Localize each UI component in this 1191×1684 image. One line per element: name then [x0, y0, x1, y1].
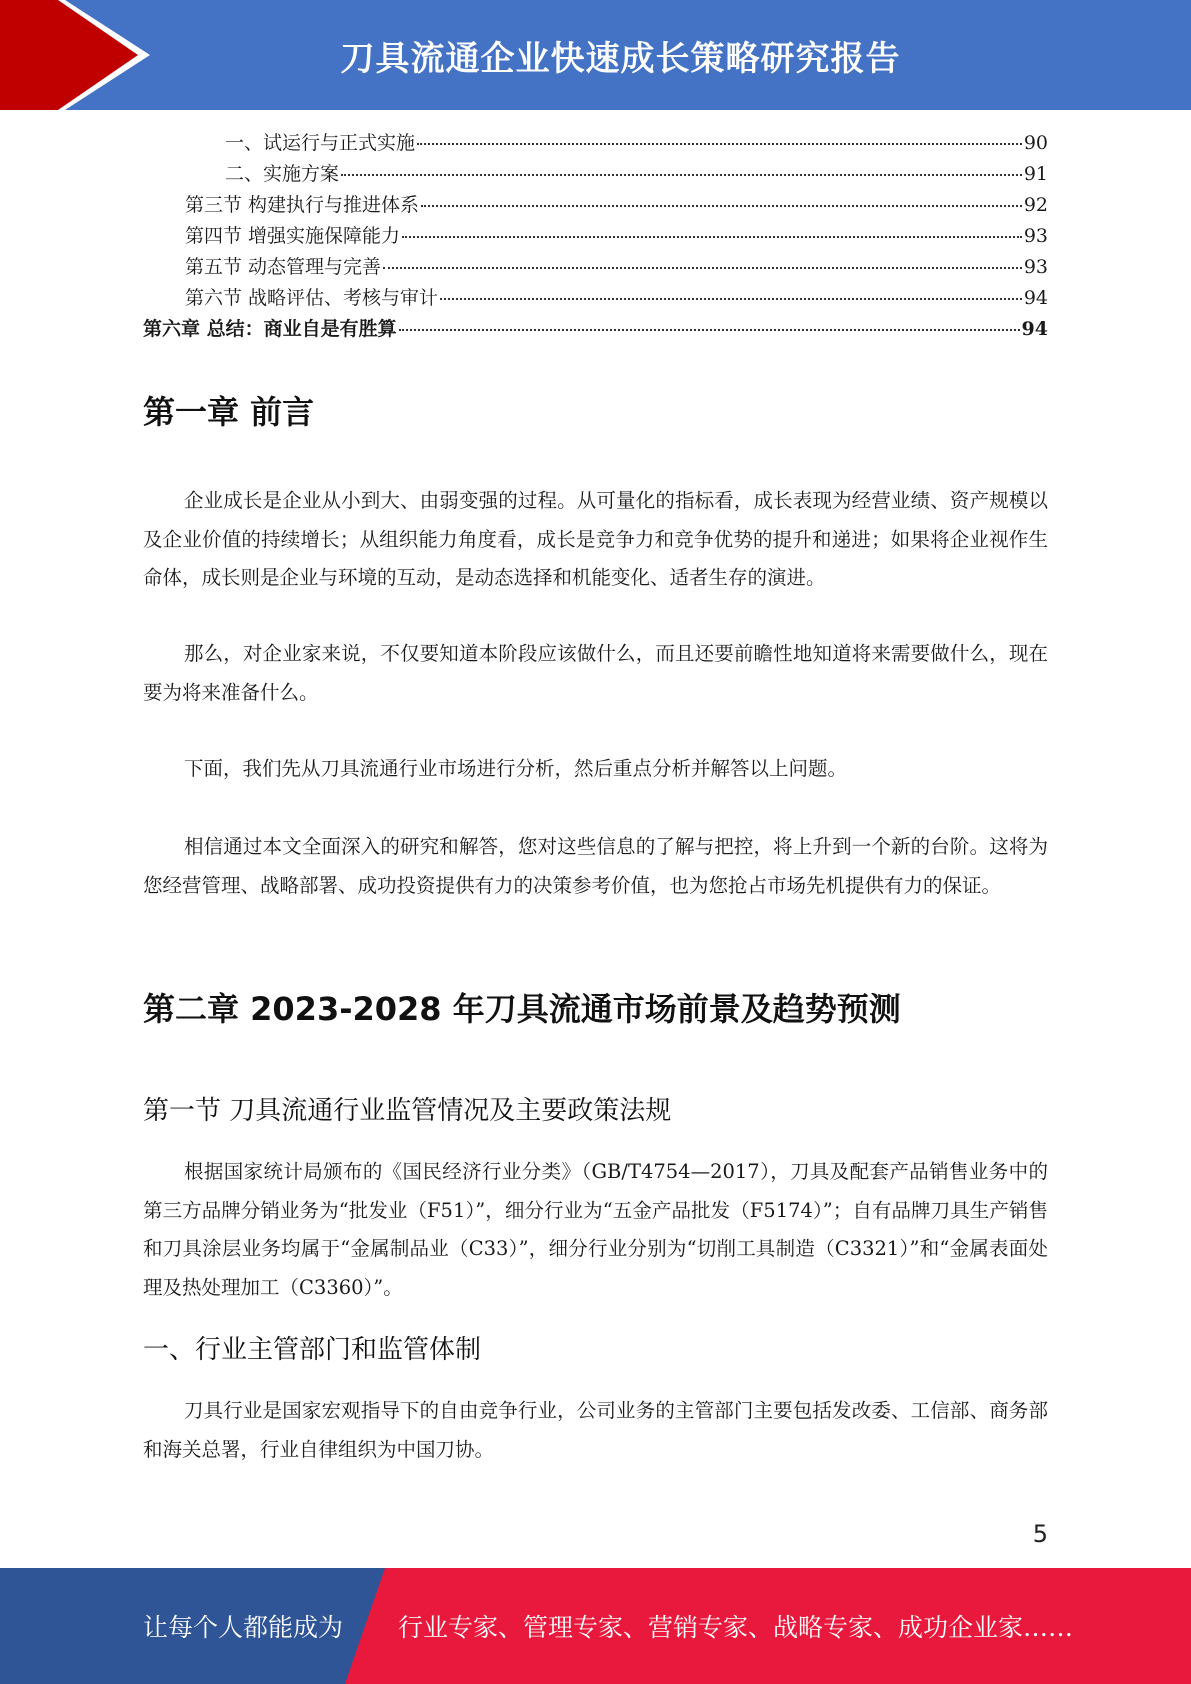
toc-leader-dots — [417, 143, 1022, 145]
toc-entry[interactable] — [143, 221, 1048, 252]
subsection-heading: 一、行业主管部门和监管体制 — [143, 1335, 482, 1365]
report-title: 刀具流通企业快速成长策略研究报告 — [340, 38, 901, 79]
chapter1-paragraph: 相信通过本文全面深入的研究和解答，您对这些信息的了解与把控，将上升到一个新的台阶。这将为您经营管理、战略部署、成功投资提供有力的决策参考价值，也为您抢占市场先机提供有力的保证。 — [143, 835, 1048, 897]
chapter1-paragraph: 企业成长是企业从小到大、由弱变强的过程。从可量化的指标看，成长表现为经营业绩、资产规模以及企业价值的持续增长；从组织能力角度看，成长是竞争力和竞争优势的提升和递进；如果将企业视作生命体，成长则是企业与环境的互动，是动态选择和机能变化、适者生存的演进。 — [143, 489, 1048, 589]
toc-leader-dots — [383, 267, 1022, 269]
section-paragraph: 根据国家统计局颁布的《国民经济行业分类》（GB/T4754—2017），刀具及配套产品销售业务中的第三方品牌分销业务为“批发业（F51）”，细分行业为“五金产品批发（F5174）”；自有品牌刀具生产销售和刀具涂层业务均属于“金属制品业（C33）”，细分行业分别为“切削工具制造（C3321）”和“金属表面处理及热处理加工（C3360）”。 — [143, 1160, 1048, 1299]
toc-entry-page: 92 — [1023, 194, 1048, 216]
subsection-paragraph: 刀具行业是国家宏观指导下的自由竞争行业，公司业务的主管部门主要包括发改委、工信部、商务部和海关总署，行业自律组织为中国刀协。 — [143, 1399, 1048, 1461]
footer-slogan-right: 行业专家、管理专家、营销专家、战略专家、成功企业家…… — [398, 1613, 1074, 1642]
toc-entry-page: 90 — [1023, 132, 1048, 154]
toc-entry-page: 94 — [1021, 318, 1048, 340]
toc-entry-title: 第五节 动态管理与完善 — [185, 256, 382, 278]
toc-entry-title: 第六节 战略评估、考核与审计 — [185, 287, 439, 309]
footer-slogan-left: 让每个人都能成为 — [143, 1613, 344, 1642]
toc-entry-page: 93 — [1023, 225, 1048, 247]
toc-leader-dots — [402, 236, 1022, 238]
section-heading: 第一节 刀具流通行业监管情况及主要政策法规 — [143, 1096, 672, 1126]
toc-entry-title: 第三节 构建执行与推进体系 — [185, 194, 420, 216]
toc-entry[interactable] — [143, 159, 1048, 190]
toc-entry[interactable] — [143, 252, 1048, 283]
toc-leader-dots — [421, 205, 1022, 207]
header-banner — [0, 0, 1191, 110]
toc-entry-title: 二、实施方案 — [225, 163, 340, 185]
toc-entry-page: 91 — [1023, 163, 1048, 185]
toc-entry-title: 一、试运行与正式实施 — [225, 132, 416, 154]
footer-banner — [0, 1568, 1191, 1684]
toc-entry-page: 94 — [1023, 287, 1048, 309]
toc-entry[interactable] — [143, 283, 1048, 314]
chapter1-paragraph: 那么，对企业家来说，不仅要知道本阶段应该做什么，而且还要前瞻性地知道将来需要做什么，现在要为将来准备什么。 — [143, 642, 1048, 704]
toc-entry-chapter[interactable] — [143, 314, 1048, 345]
toc-leader-dots — [341, 174, 1022, 176]
toc-leader-dots — [399, 329, 1020, 331]
page-number: 5 — [1032, 1520, 1048, 1548]
header-chevron-icon — [0, 0, 150, 110]
toc-entry-title: 第四节 增强实施保障能力 — [185, 225, 401, 247]
table-of-contents — [143, 128, 1048, 345]
chapter1-heading: 第一章 前言 — [143, 393, 315, 431]
chapter1-paragraph: 下面，我们先从刀具流通行业市场进行分析，然后重点分析并解答以上问题。 — [184, 757, 848, 780]
chapter2-heading: 第二章 2023-2028 年刀具流通市场前景及趋势预测 — [143, 990, 901, 1028]
toc-entry-page: 93 — [1023, 256, 1048, 278]
toc-entry[interactable] — [143, 128, 1048, 159]
toc-entry-title: 第六章 总结：商业自是有胜算 — [143, 318, 397, 340]
toc-entry[interactable] — [143, 190, 1048, 221]
toc-leader-dots — [440, 298, 1022, 300]
